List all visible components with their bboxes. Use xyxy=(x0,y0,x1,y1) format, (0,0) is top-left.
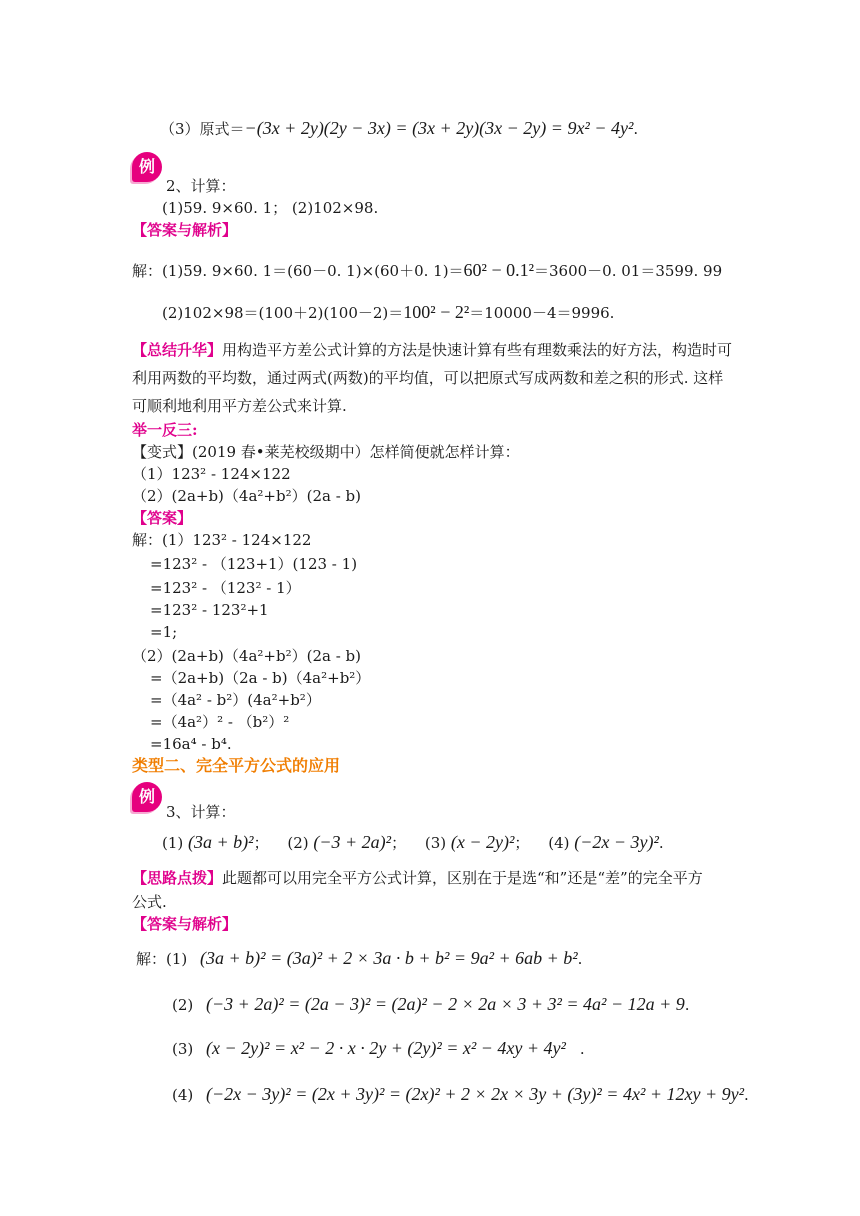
variant-answer-header: 【答案】 xyxy=(132,509,193,527)
summary-tag: 【总结升华】 xyxy=(132,341,223,359)
section-heading-type2: 类型二、完全平方公式的应用 xyxy=(132,756,341,775)
summary-line-1 xyxy=(132,340,732,360)
example2-answer-header: 【答案与解析】 xyxy=(132,221,238,239)
hint-line-1 xyxy=(132,868,703,888)
variant-answer-line: =123² - （123² - 1） xyxy=(150,579,301,597)
example2-heading: 2、计算： xyxy=(166,177,236,195)
sol1-prefix: 解：(1)59. 9×60. 1＝(60－0. 1)×(60＋0. 1)＝ xyxy=(132,262,464,280)
variant-question-2: （2）(2a+b)（4a²+b²）(2a - b) xyxy=(132,487,361,505)
summary-line-2: 利用两数的平均数，通过两式(两数)的平均值，可以把原式写成两数和差之积的形式. 这样 xyxy=(132,369,724,387)
s4-math: (−2x − 3y)² = (2x + 3y)² = (2x)² + 2 × 2x × 3y + (3y)² = 4x² + 12xy + 9y² xyxy=(206,1084,744,1104)
variant-question-1: （1）123² - 124×122 xyxy=(132,465,291,483)
example3-solution-4: (4) (−2x − 3y)² = (2x + 3y)² = (2x)² + 2 × 2x × 3y + (3y)² = 4x² + 12xy + 9y². xyxy=(172,1084,749,1104)
part3-label: （3）原式＝ xyxy=(160,120,245,138)
variant-answer-line: =（4a²）² - （b²）² xyxy=(150,713,290,731)
example-badge-icon: 例 xyxy=(132,152,162,182)
s1-math: (3a + b)² = (3a)² + 2 × 3a · b + b² = 9a² + 6ab + b² xyxy=(200,948,578,968)
p4-label: (4) xyxy=(548,834,570,852)
variant-header: 举一反三: xyxy=(132,421,198,439)
example3-solution-1: 解：(1) (3a + b)² = (3a)² + 2 × 3a · b + b² = 9a² + 6ab + b². xyxy=(136,948,583,968)
example2-solution-1 xyxy=(132,260,722,281)
p3-math: (x − 2y)² xyxy=(450,832,515,852)
s2-label: (2) xyxy=(172,996,194,1014)
variant-answer-line: =16a⁴ - b⁴. xyxy=(150,735,232,753)
variant-answer-line: =123² - 123²+1 xyxy=(150,601,269,619)
p3-label: (3) xyxy=(424,834,447,852)
s4-label: (4) xyxy=(172,1086,194,1104)
example3-solution-3: (3) (x − 2y)² = x² − 2 · x · 2y + (2y)² = x² − 4xy + 4y² . xyxy=(172,1038,585,1058)
sol1-suffix: ＝3600－0. 01＝3599. 99 xyxy=(534,262,723,280)
example2-problems: (1)59. 9×60. 1； (2)102×98. xyxy=(162,199,379,217)
p4-math: (−2x − 3y)² xyxy=(574,832,659,852)
s3-math: (x − 2y)² = x² − 2 · x · 2y + (2y)² = x² − 4xy + 4y² xyxy=(206,1038,566,1058)
variant-answer-line: （2）(2a+b)（4a²+b²）(2a - b) xyxy=(132,647,361,665)
variant-answer-line: =（2a+b)（2a - b)（4a²+b²） xyxy=(150,669,371,687)
sol2-suffix: ＝10000－4＝9996. xyxy=(469,304,615,322)
part3-math: −(3x + 2y)(2y − 3x) = (3x + 2y)(3x − 2y) = 9x² − 4y² xyxy=(244,118,634,138)
variant-answer-line: =（4a² - b²）(4a²+b²） xyxy=(150,691,321,709)
example1-part3 xyxy=(160,118,638,139)
p2-math: (−3 + 2a)² xyxy=(313,832,392,852)
s1-label: 解：(1) xyxy=(136,950,188,968)
s3-label: (3) xyxy=(172,1040,194,1058)
example-badge-icon: 例 xyxy=(132,782,162,812)
part3-end: . xyxy=(633,120,639,138)
sol2-math: 100² − 2² xyxy=(403,302,470,322)
variant-answer-line: 解：(1）123² - 124×122 xyxy=(132,531,312,549)
sol2-prefix: (2)102×98＝(100＋2)(100－2)＝ xyxy=(162,304,404,322)
hint-text-1: 此题都可以用完全平方公式计算，区别在于是选“和”还是“差”的完全平方 xyxy=(222,869,703,887)
variant-answer-line: =1; xyxy=(150,623,178,641)
p1-label: (1) xyxy=(162,834,184,852)
s2-math: (−3 + 2a)² = (2a − 3)² = (2a)² − 2 × 2a × 3 + 3² = 4a² − 12a + 9 xyxy=(206,994,685,1014)
hint-tag: 【思路点拨】 xyxy=(132,869,223,887)
example3-solution-2: (2) (−3 + 2a)² = (2a − 3)² = (2a)² − 2 × 2a × 3 + 3² = 4a² − 12a + 9. xyxy=(172,994,690,1014)
summary-text-1: 用构造平方差公式计算的方法是快速计算有些有理数乘法的好方法，构造时可 xyxy=(222,341,733,359)
p1-math: (3a + b)² xyxy=(188,832,254,852)
example2-solution-2 xyxy=(162,302,614,323)
p2-label: (2) xyxy=(287,834,309,852)
example3-problems: (1) (3a + b)²； (2) (−3 + 2a)²； (3) (x − 2y)²； (4) (−2x − 3y)². xyxy=(162,832,664,852)
summary-line-3: 可顺利地利用平方差公式来计算. xyxy=(132,397,347,415)
variant-intro: 【变式】(2019 春•莱芜校级期中）怎样简便就怎样计算： xyxy=(132,443,520,461)
variant-answer-line: =123² - （123+1）(123 - 1) xyxy=(150,555,358,573)
hint-line-2: 公式. xyxy=(132,893,167,911)
sol1-math: 60² − 0.1² xyxy=(463,260,534,280)
example3-heading: 3、计算： xyxy=(166,803,236,821)
example3-answer-header: 【答案与解析】 xyxy=(132,915,238,933)
